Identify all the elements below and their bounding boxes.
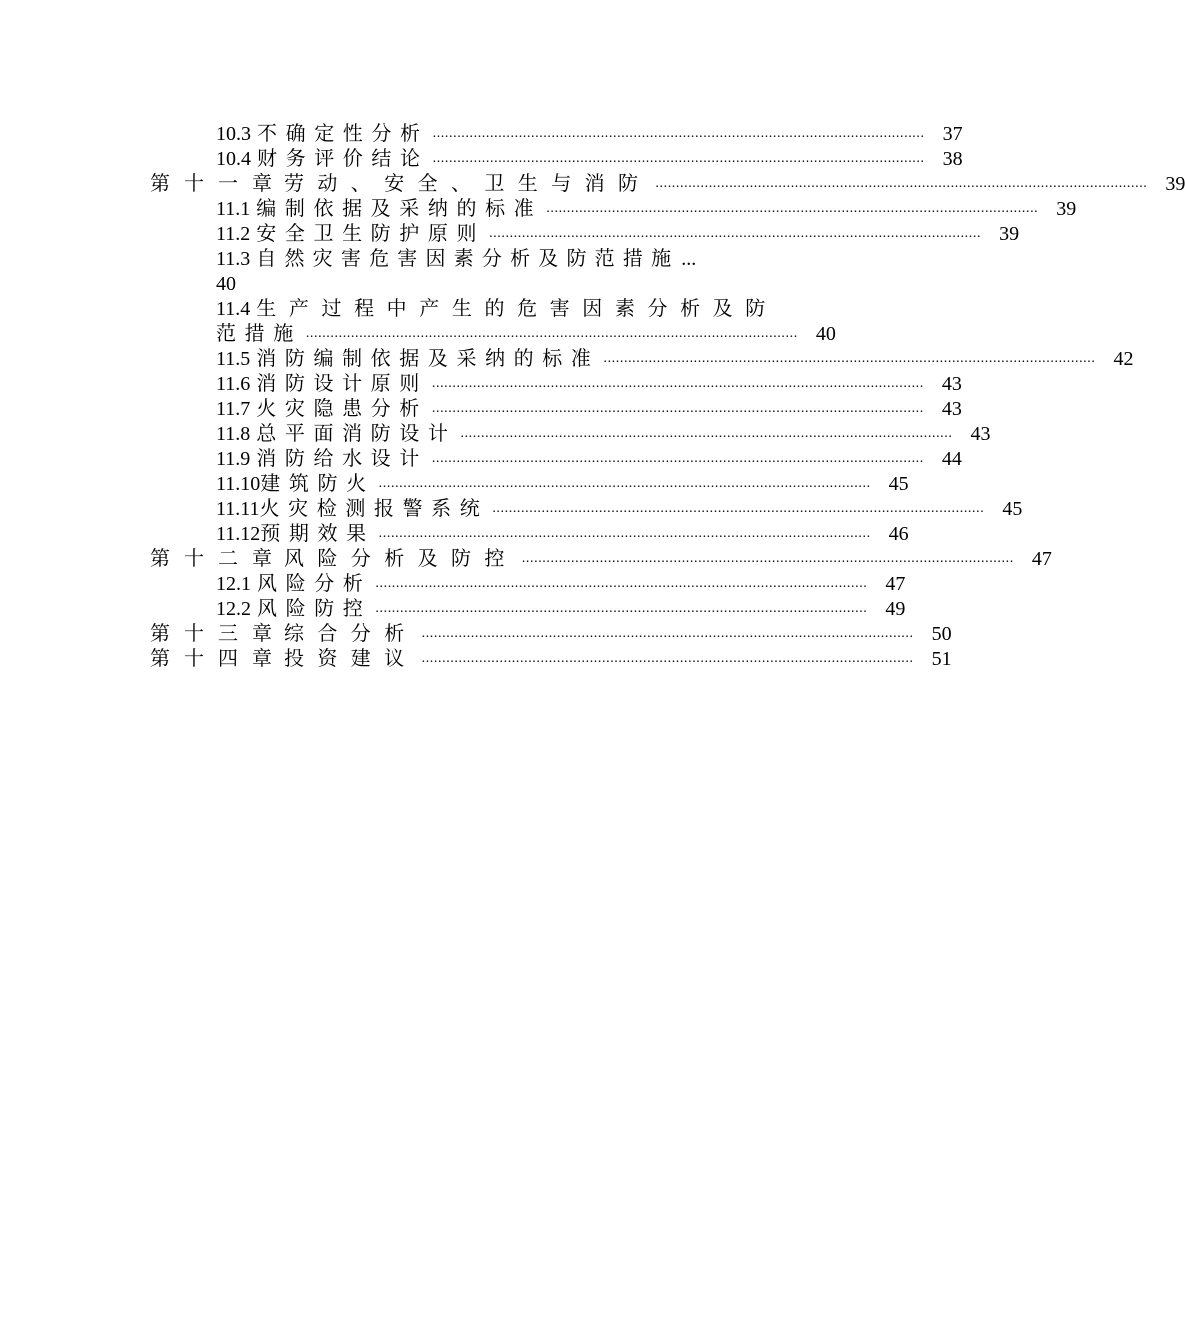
section-number: 10.3 [216,123,251,145]
chapter-title: 综合分析 [284,623,418,645]
toc-entry-11-4[interactable] [150,297,790,322]
section-number: 11.11 [216,498,260,520]
section-title: 不确定性分析 [257,123,429,145]
section-number: 11.7 [216,398,251,420]
section-number: 11.5 [216,348,251,370]
page-number: 45 [1002,498,1023,520]
toc-chapter-11[interactable] [150,172,1185,197]
page-number: 43 [941,373,962,395]
dot-leader: ........................................................................................................................ [489,226,982,241]
section-number: 11.9 [216,448,251,470]
page-number: 47 [885,573,906,595]
chapter-title: 投资建议 [284,648,418,670]
toc-entry-11-5[interactable] [150,347,1134,372]
section-number: 11.1 [216,198,251,220]
toc-entry-11-2[interactable] [150,222,1020,247]
section-number: 11.2 [216,223,251,245]
page-number: 43 [941,398,962,420]
chapter-title: 劳动、安全、卫生与消防 [284,173,652,195]
dot-leader: ........................................................................................................................ [378,476,871,491]
section-title: 风险分析 [257,573,372,595]
section-title: 生产过程中产生的危害因素分析及防 [256,298,778,320]
toc-entry-11-3[interactable] [150,247,790,272]
section-title: 编制依据及采纳的标准 [256,198,543,220]
dot-leader: ........................................................................................................................ [375,601,868,616]
dot-leader: ........................................................................................................................ [521,551,1014,566]
section-number: 12.1 [216,573,251,595]
section-title: 预期效果 [260,523,375,545]
section-title: 火灾隐患分析 [256,398,428,420]
section-number: 11.6 [216,373,251,395]
toc-entry-11-11[interactable] [150,497,1023,522]
toc-entry-11-7[interactable] [150,397,962,422]
toc-entry-11-1[interactable] [150,197,1077,222]
toc-chapter-13[interactable] [150,622,952,647]
section-number: 11.3 [216,248,251,270]
section-number: 10.4 [216,148,251,170]
dot-leader: ........................................................................................................................ [655,176,1148,191]
page-number: 46 [888,523,909,545]
dot-leader: ........................................................................................................................ [432,151,925,166]
chapter-title: 风险分析及防控 [284,548,518,570]
page-number: 39 [1056,198,1077,220]
section-title: 消防设计原则 [256,373,428,395]
dot-leader: ... [681,248,697,270]
dot-leader: ........................................................................................................................ [421,626,914,641]
section-number: 11.8 [216,423,251,445]
toc-entry-10-3[interactable] [150,122,963,147]
chapter-number: 第十一章 [150,173,286,195]
chapter-number: 第十四章 [150,648,286,670]
toc-entry-11-10[interactable] [150,472,909,497]
dot-leader: ........................................................................................................................ [492,501,985,516]
page-number: 40 [216,273,236,295]
toc-entry-11-12[interactable] [150,522,909,547]
toc-entry-11-6[interactable] [150,372,962,397]
section-number: 12.2 [216,598,251,620]
page-number: 44 [941,448,962,470]
chapter-number: 第十三章 [150,623,286,645]
section-number: 11.10 [216,473,261,495]
section-title: 范措施 [216,323,302,345]
section-title: 火灾检测报警系统 [259,498,489,520]
dot-leader: ........................................................................................................................ [421,651,914,666]
dot-leader: ........................................................................................................................ [546,201,1039,216]
dot-leader: ........................................................................................................................ [431,376,924,391]
page-number: 50 [931,623,952,645]
page-number: 47 [1031,548,1052,570]
dot-leader: ........................................................................................................................ [432,126,925,141]
table-of-contents [150,122,1185,672]
page-number: 51 [931,648,952,670]
page-number: 40 [815,323,836,345]
toc-entry-11-9[interactable] [150,447,962,472]
page-number: 42 [1113,348,1134,370]
section-title: 消防给水设计 [256,448,428,470]
page-number: 37 [942,123,963,145]
page-number: 39 [999,223,1020,245]
toc-entry-11-4-cont[interactable] [150,322,836,347]
toc-entry-10-4[interactable] [150,147,963,172]
dot-leader: ........................................................................................................................ [375,576,868,591]
toc-entry-11-3-page[interactable] [150,272,790,297]
toc-entry-12-2[interactable] [150,597,906,622]
section-number: 11.12 [216,523,261,545]
toc-entry-11-8[interactable] [150,422,991,447]
chapter-number: 第十二章 [150,548,286,570]
page-number: 45 [888,473,909,495]
page-number: 43 [970,423,991,445]
dot-leader: ........................................................................................................................ [431,451,924,466]
section-title: 安全卫生防护原则 [256,223,486,245]
toc-chapter-14[interactable] [150,647,952,672]
section-title: 风险防控 [257,598,372,620]
section-number: 11.4 [216,298,251,320]
section-title: 财务评价结论 [257,148,429,170]
dot-leader: ........................................................................................................................ [431,401,924,416]
section-title: 消防编制依据及采纳的标准 [256,348,600,370]
section-title: 自然灾害危害因素分析及防范措施 [256,248,680,270]
toc-chapter-12[interactable] [150,547,1052,572]
dot-leader: ........................................................................................................................ [305,326,798,341]
section-title: 总平面消防设计 [256,423,457,445]
dot-leader: ........................................................................................................................ [460,426,953,441]
toc-entry-12-1[interactable] [150,572,906,597]
dot-leader: ........................................................................................................................ [378,526,871,541]
page-number: 49 [885,598,906,620]
page-number: 39 [1165,173,1185,195]
page-number: 38 [942,148,963,170]
section-title: 建筑防火 [260,473,375,495]
dot-leader: ........................................................................................................................ [603,351,1096,366]
